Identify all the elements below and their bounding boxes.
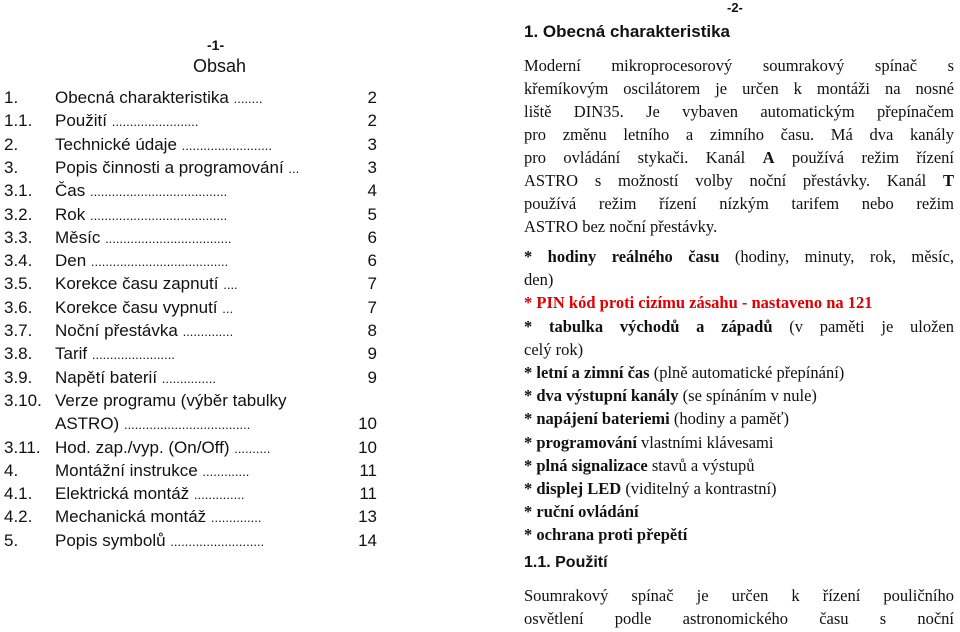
- toc-entry-leader: ....: [223, 277, 238, 293]
- toc-entry-title: Rok ......................................: [55, 204, 228, 224]
- feature-detail: (se spínáním v nule): [678, 386, 817, 406]
- toc-entry-page: 6: [367, 227, 377, 247]
- toc-entry-title: Popis činnosti a programování ...: [55, 157, 300, 177]
- toc-entry-title: Měsíc ...................................: [55, 227, 232, 247]
- toc-entry-page: 2: [367, 111, 377, 131]
- toc-entry-leader: ........: [233, 91, 263, 106]
- toc-entry-page: 9: [367, 367, 377, 387]
- toc-entry: [4, 319, 384, 342]
- toc-entry: [4, 156, 384, 179]
- toc-entry: [4, 249, 384, 272]
- toc-entry-leader: ......................................: [89, 207, 228, 223]
- feature-detail: den): [524, 270, 554, 290]
- toc-entry-number: 3.9.: [4, 367, 33, 387]
- toc-entry-leader: ...............: [161, 370, 216, 386]
- toc-entry-page: 3: [367, 134, 377, 154]
- toc-entry-number: 3.6.: [4, 297, 33, 317]
- toc-entry-page: 13: [358, 507, 377, 527]
- toc-entry-page: 11: [359, 484, 377, 504]
- feature-label: * dva výstupní kanály: [524, 386, 679, 406]
- toc-entry-leader: ......................................: [89, 184, 228, 200]
- toc-entry-number: 3.1.: [4, 181, 33, 201]
- toc-entry-title: Elektrická montáž ..............: [55, 484, 245, 504]
- toc-entry-leader: ...................................: [105, 230, 232, 246]
- feature-label: * ochrana proti přepětí: [524, 525, 688, 545]
- intro-paragraph: [524, 54, 954, 238]
- toc-entry-title: Montážní instrukce .............: [55, 460, 250, 480]
- feature-item: [524, 384, 954, 407]
- channel-letter: A: [762, 148, 775, 167]
- intro-line: používá režim řízení nízkým tarifem nebo režim: [524, 194, 954, 213]
- toc-entry-number: 3.2.: [4, 204, 33, 224]
- usage-line: osvětlení podle astronomického času s noční: [524, 609, 954, 628]
- feature-item: [524, 431, 954, 454]
- toc-entry-leader: .........................: [181, 137, 272, 153]
- toc-entry-page: 7: [367, 297, 377, 317]
- channel-letter: T: [942, 171, 954, 190]
- toc-entry-page: 2: [367, 88, 377, 107]
- feature-detail: (v paměti je uložen: [772, 316, 954, 336]
- toc-entry-number: 5.: [4, 530, 19, 550]
- toc-entry-number: 4.2.: [4, 507, 33, 527]
- toc-entry: [4, 86, 384, 109]
- toc-entry-number: 3.7.: [4, 321, 33, 340]
- feature-label: * hodiny reálného času: [524, 247, 720, 266]
- toc-entry-number: 3.10.: [4, 390, 42, 410]
- toc-entry-title: Obecná charakteristika ........: [55, 88, 263, 107]
- toc-entry-leader: ........................: [111, 114, 199, 130]
- feature-label: * ruční ovládání: [524, 502, 639, 522]
- toc-entry-number: 3.3.: [4, 227, 33, 247]
- toc-entry-number: 4.: [4, 460, 19, 480]
- toc-entry: [4, 109, 384, 132]
- toc-entry-leader: ..............: [193, 487, 245, 503]
- toc-entry-leader: ...................................: [123, 417, 251, 433]
- toc-entry: [4, 482, 384, 505]
- toc-entry-page: 14: [358, 530, 377, 550]
- toc-entry-title: Korekce času vypnutí ...: [55, 297, 234, 317]
- toc-entry-number: 3.11.: [4, 437, 41, 457]
- toc-entry-page: 10: [358, 437, 377, 457]
- feature-label: * letní a zimní čas: [524, 362, 650, 382]
- toc-entry-leader: ......................................: [90, 254, 229, 270]
- toc-entry: [4, 412, 384, 435]
- feature-detail: (hodiny, minuty, rok, měsíc,: [719, 247, 954, 266]
- toc-entry: [4, 133, 384, 156]
- toc-entry-number: 2.: [4, 134, 19, 154]
- toc-entry-page: 5: [367, 204, 377, 224]
- toc-entry-title: Hod. zap./vyp. (On/Off) ..........: [55, 437, 271, 457]
- toc-entry-page: 9: [367, 344, 377, 364]
- feature-detail: vlastními klávesami: [636, 432, 774, 452]
- toc-entry: [4, 203, 384, 226]
- feature-detail: (hodiny a paměť): [669, 409, 790, 429]
- toc-entry-number: 3.4.: [4, 251, 33, 271]
- feature-label: * napájení bateriemi: [524, 409, 670, 429]
- feature-label: * PIN kód proti cizímu zásahu - nastaveno na 121: [524, 293, 873, 313]
- intro-line: ASTRO bez noční přestávky.: [524, 217, 718, 236]
- toc-entry: [4, 505, 384, 528]
- toc-entry-title: Čas ......................................: [55, 181, 228, 201]
- intro-line: křemíkovým oscilátorem je určen k montáži na nosné: [524, 79, 954, 98]
- toc-entry: [4, 272, 384, 295]
- section-title: 1. Obecná charakteristika: [524, 22, 731, 41]
- feature-label: * programování: [524, 432, 637, 452]
- toc-entry-title: Verze programu (výběr tabulky: [55, 390, 287, 410]
- toc-entry: [4, 459, 384, 482]
- toc-entry: [4, 296, 384, 319]
- feature-item: [524, 245, 954, 268]
- toc-entry-leader: ...: [288, 160, 300, 176]
- toc-entry-title: Popis symbolů ..........................: [55, 530, 265, 550]
- left-page-number: -1-: [207, 37, 225, 53]
- feature-item: [524, 315, 954, 338]
- toc-entry-title: Napětí baterií ...............: [55, 367, 216, 387]
- toc-entry-title: Tarif .......................: [55, 344, 175, 364]
- table-of-contents: [0, 86, 390, 556]
- toc-entry: [4, 529, 384, 552]
- feature-item: [524, 523, 954, 546]
- toc-entry-page: 10: [358, 414, 377, 434]
- toc-entry-leader: ..............: [182, 324, 234, 339]
- right-page-number: -2-: [727, 0, 743, 15]
- intro-line: pro ovládání stykači. Kanál A používá režim řízení: [524, 148, 954, 167]
- toc-entry-page: 3: [367, 157, 377, 177]
- feature-item: [524, 454, 954, 477]
- toc-entry: [4, 436, 384, 459]
- feature-label: * plná signalizace: [524, 455, 648, 475]
- feature-detail: (viditelný a kontrastní): [621, 478, 777, 498]
- usage-paragraph: [524, 584, 954, 630]
- toc-entry-page: 11: [359, 460, 377, 480]
- toc-entry-leader: ..........................: [170, 533, 265, 549]
- toc-entry-number: 4.1.: [4, 484, 33, 504]
- toc-entry-title: Korekce času zapnutí ....: [55, 274, 238, 294]
- intro-line: Moderní mikroprocesorový soumrakový spínač s: [524, 56, 954, 75]
- toc-entry-title: ASTRO) ...................................: [55, 414, 251, 434]
- feature-detail: celý rok): [524, 339, 584, 359]
- feature-item: [524, 477, 954, 500]
- toc-entry-page: 7: [367, 274, 377, 294]
- toc-entry-number: 1.1.: [4, 111, 33, 131]
- feature-item: [524, 500, 954, 523]
- toc-entry-title: Noční přestávka ..............: [55, 321, 234, 340]
- toc-entry: [4, 342, 384, 365]
- toc-entry-number: 3.8.: [4, 344, 33, 364]
- intro-line: pro změnu letního a zimního času. Má dva kanály: [524, 125, 954, 144]
- feature-detail: stavů a výstupů: [647, 455, 755, 475]
- toc-entry-title: Technické údaje .........................: [55, 134, 272, 154]
- toc-entry-number: 3.: [4, 157, 19, 177]
- feature-detail: (plně automatické přepínání): [649, 362, 845, 382]
- subsection-title: 1.1. Použití: [524, 554, 608, 571]
- toc-entry-leader: ..........: [234, 440, 271, 456]
- toc-entry-leader: ..............: [210, 510, 262, 526]
- feature-item: [524, 361, 954, 384]
- toc-entry-leader: .............: [202, 463, 250, 479]
- toc-entry-leader: ...: [222, 300, 234, 316]
- toc-entry-page: 8: [367, 321, 377, 340]
- feature-list: [524, 245, 954, 546]
- toc-entry-page: 6: [367, 251, 377, 271]
- toc-entry: [4, 179, 384, 202]
- toc-entry-number: 1.: [4, 88, 19, 107]
- toc-entry-title: Mechanická montáž ..............: [55, 507, 262, 527]
- intro-line: ASTRO s možností volby noční přestávky. Kanál T: [524, 171, 954, 190]
- feature-item: [524, 291, 954, 314]
- toc-entry-title: Použití ........................: [55, 111, 199, 131]
- feature-label: * tabulka východů a západů: [524, 316, 773, 336]
- toc-entry: [4, 366, 384, 389]
- toc-entry-number: 3.5.: [4, 274, 33, 294]
- toc-entry: [4, 226, 384, 249]
- toc-heading: Obsah: [193, 56, 247, 76]
- usage-line: Soumrakový spínač je určen k řízení pouličního: [524, 586, 954, 605]
- feature-item: [524, 268, 954, 291]
- toc-entry-page: 4: [367, 181, 377, 201]
- toc-entry-title: Den ......................................: [55, 251, 229, 271]
- toc-entry-leader: .......................: [91, 347, 175, 363]
- feature-item: [524, 338, 954, 361]
- feature-label: * displej LED: [524, 478, 622, 498]
- feature-item: [524, 407, 954, 430]
- intro-line: liště DIN35. Je vybaven automatickým přepínačem: [524, 102, 954, 121]
- toc-entry: [4, 389, 384, 412]
